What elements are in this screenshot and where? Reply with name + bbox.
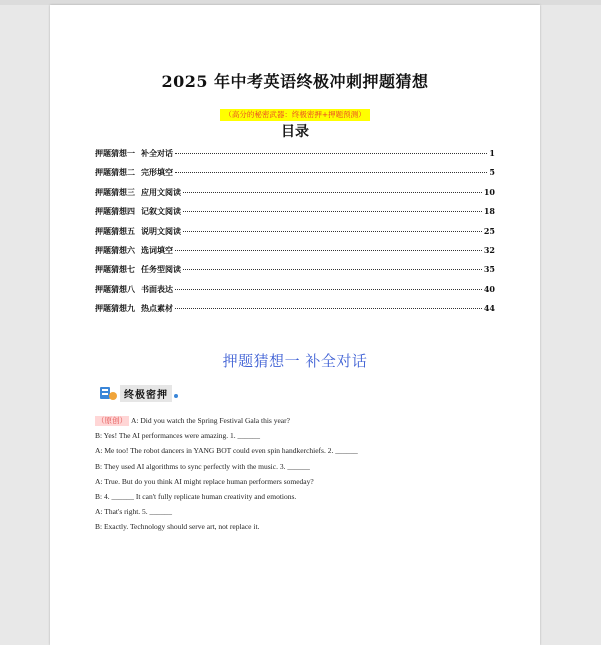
toc-entry-page: 25 (483, 225, 495, 236)
toc-leader-dots (175, 153, 487, 154)
table-of-contents (95, 148, 495, 323)
toc-entry-name: 应用文阅读 (141, 186, 181, 197)
bookshelf-icon (98, 385, 120, 401)
toc-entry[interactable] (95, 226, 495, 245)
dialogue-line: A: True. But do you think AI might replace human performers someday? (95, 476, 314, 486)
subtitle-wrap (50, 102, 540, 121)
dialogue-line: B: 4. ______ It can't fully replicate human creativity and emotions. (95, 491, 297, 501)
toc-entry-code: 押题猜想二 (95, 167, 135, 178)
document-page (50, 5, 540, 645)
toc-entry-name: 完形填空 (141, 167, 173, 178)
toc-entry-code: 押题猜想九 (95, 303, 135, 314)
toc-entry-page: 40 (483, 283, 495, 294)
toc-entry-code: 押题猜想四 (95, 206, 135, 217)
toc-entry-page: 44 (483, 303, 495, 314)
dialogue-line: A: That's right. 5. ______ (95, 507, 173, 517)
toc-entry-code: 押题猜想七 (95, 264, 135, 275)
toc-entry[interactable] (95, 245, 495, 264)
toc-entry-name: 选词填空 (141, 244, 173, 255)
toc-entry-code: 押题猜想六 (95, 244, 135, 255)
document-title: 2025 年中考英语终极冲刺押题猜想 (161, 72, 429, 91)
toc-entry-page: 35 (483, 264, 495, 275)
toc-leader-dots (183, 192, 482, 193)
document-subtitle: （高分的秘密武器：终极密押+押题预测） (220, 109, 369, 121)
toc-entry[interactable] (95, 167, 495, 186)
toc-entry[interactable] (95, 187, 495, 206)
toc-entry-code: 押题猜想三 (95, 186, 135, 197)
toc-entry[interactable] (95, 284, 495, 303)
toc-entry[interactable] (95, 264, 495, 283)
toc-entry-name: 热点素材 (141, 303, 173, 314)
toc-entry-page: 18 (483, 206, 495, 217)
toc-entry-page: 32 (483, 244, 495, 255)
toc-entry-code: 押题猜想五 (95, 225, 135, 236)
toc-entry-page: 5 (489, 167, 495, 178)
toc-entry[interactable] (95, 148, 495, 167)
toc-entry-name: 记叙文阅读 (141, 206, 181, 217)
toc-leader-dots (183, 231, 482, 232)
toc-leader-dots (175, 289, 482, 290)
dialogue (95, 413, 515, 535)
toc-entry-code: 押题猜想一 (95, 148, 135, 158)
toc-leader-dots (183, 269, 482, 270)
toc-entry-page: 10 (483, 186, 495, 197)
original-tag: （原创） (97, 416, 127, 425)
badge-dot-icon (174, 394, 178, 398)
toc-entry-name: 补全对话 (141, 148, 173, 158)
toc-entry-page: 1 (489, 148, 495, 158)
dialogue-line: B: Yes! The AI performances were amazing. 1. ______ (95, 431, 261, 441)
toc-entry-name: 任务型阅读 (141, 264, 181, 275)
dialogue-line (95, 413, 515, 428)
badge (98, 383, 178, 403)
dialogue-line-text: A: Did you watch the Spring Festival Gala this year? (131, 416, 290, 425)
toc-leader-dots (183, 211, 482, 212)
toc-entry-code: 押题猜想八 (95, 283, 135, 294)
badge-label: 终极密押 (120, 385, 172, 402)
toc-leader-dots (175, 172, 487, 173)
section-heading: 押题猜想一 补全对话 (222, 352, 368, 370)
toc-entry-name: 书面表达 (141, 283, 173, 294)
toc-entry[interactable] (95, 303, 495, 322)
dialogue-line: A: Me too! The robot dancers in YANG BOT could even spin handkerchiefs. 2. ______ (95, 446, 358, 456)
toc-leader-dots (175, 250, 482, 251)
toc-entry-name: 说明文阅读 (141, 225, 181, 236)
toc-title: 目录 (281, 124, 309, 140)
toc-leader-dots (175, 308, 482, 309)
dialogue-line: B: Exactly. Technology should serve art, not replace it. (95, 522, 260, 532)
toc-entry[interactable] (95, 206, 495, 225)
dialogue-line: B: They used AI algorithms to sync perfectly with the music. 3. ______ (95, 461, 310, 471)
